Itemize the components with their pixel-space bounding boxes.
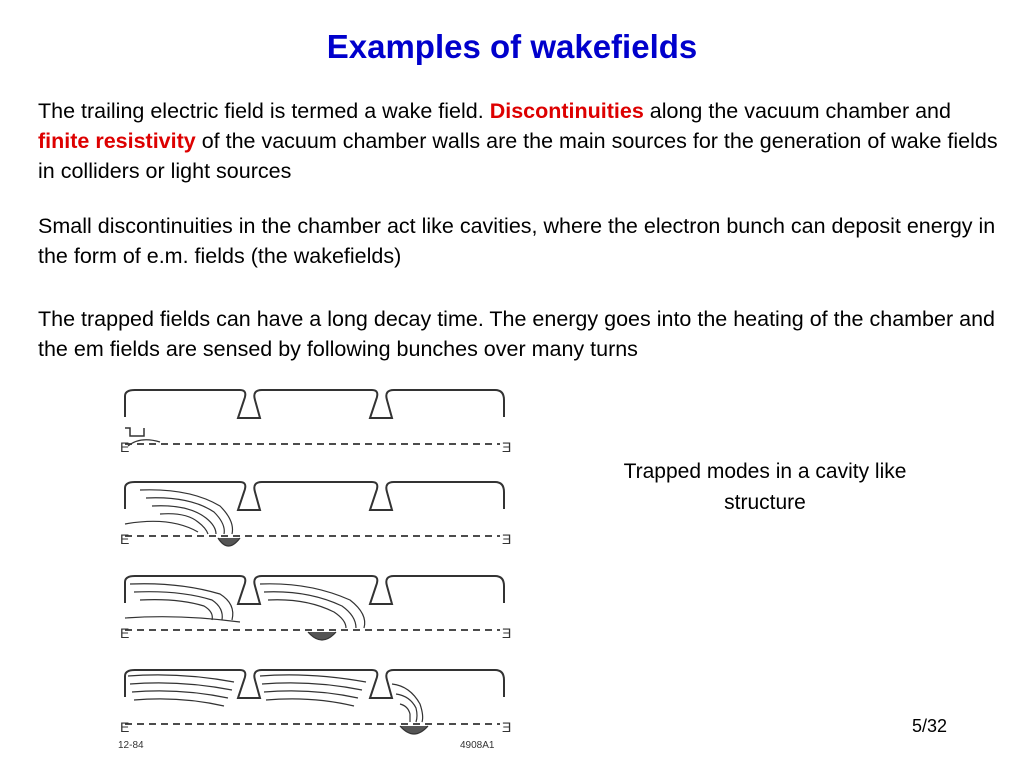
figure-label-left: 12-84 <box>118 740 144 751</box>
paragraph-wake-field-intro <box>38 96 998 186</box>
text-segment: along the vacuum chamber and <box>643 99 951 123</box>
panel-4 <box>118 670 511 751</box>
highlight-discontinuities: Discontinuities <box>489 99 644 123</box>
slide-title: Examples of wakefields <box>326 28 698 65</box>
paragraph-small-discontinuities: Small discontinuities in the chamber act like cavities, where the electron bunch can deposit energy in the form of e.m. fields (the wakefields) <box>38 214 996 268</box>
panel-1 <box>120 390 511 455</box>
panel-2 <box>120 482 511 547</box>
text-segment: of the vacuum chamber walls are the main sources for the generation of wake fields in colliders or light sources <box>38 129 998 183</box>
figure-caption: Trapped modes in a cavity like structure <box>623 460 907 514</box>
paragraph-trapped-fields: The trapped fields can have a long decay time. The energy goes into the heating of the chamber and the em fields are sensed by following bunches over many turns <box>38 307 995 361</box>
page-number: 5/32 <box>912 716 948 736</box>
panel-3 <box>120 576 511 641</box>
text-segment: The trailing electric field is termed a wake field. <box>38 99 490 123</box>
trapped-modes-figure <box>100 380 520 752</box>
figure-label-right: 4908A1 <box>460 740 495 751</box>
highlight-finite-resistivity: finite resistivity <box>38 129 196 153</box>
